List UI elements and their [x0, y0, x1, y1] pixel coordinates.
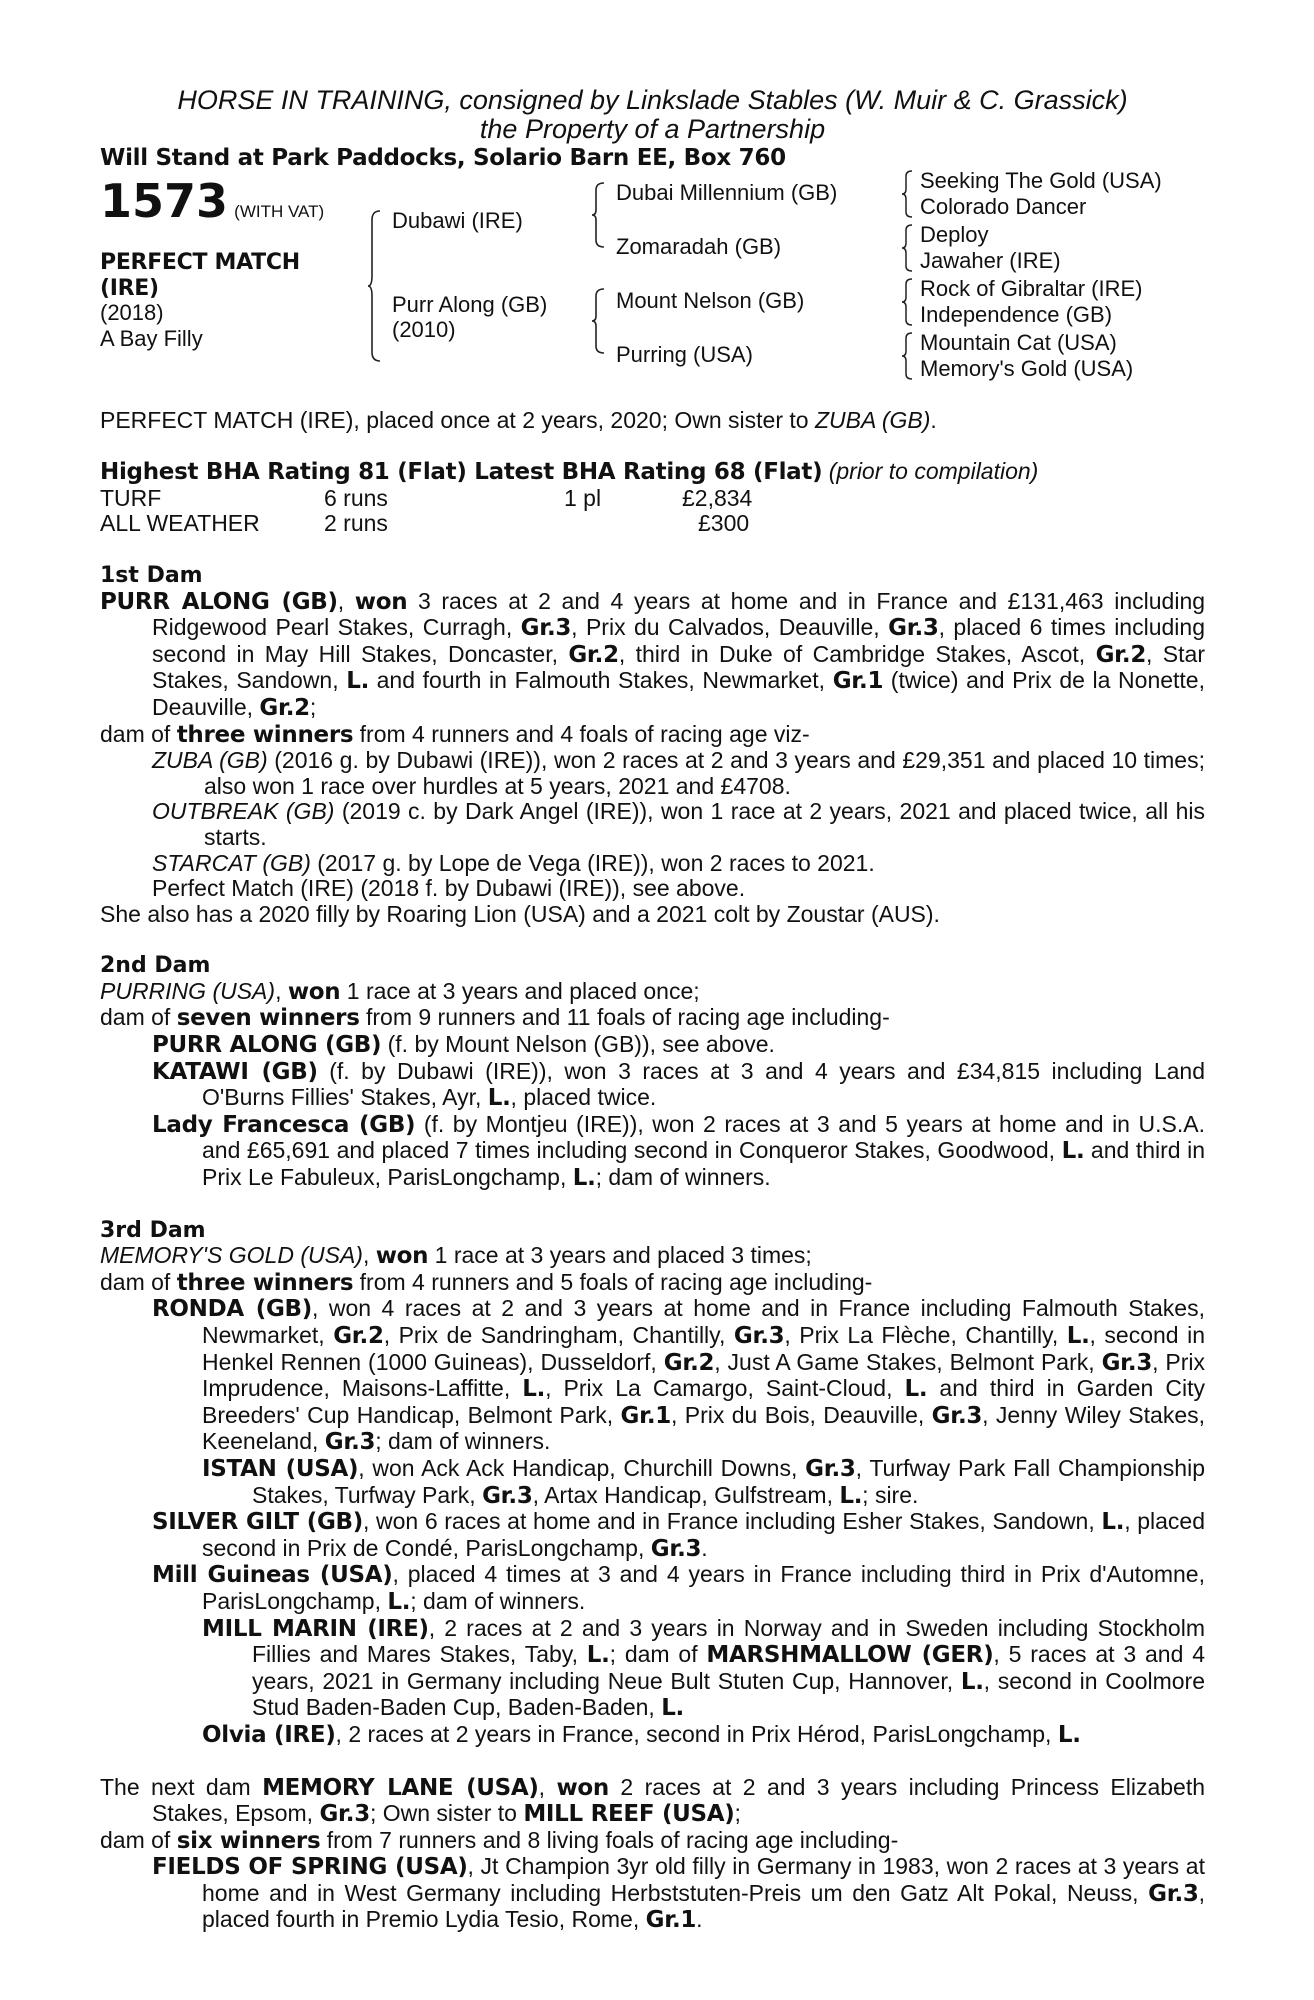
dam-dam-sire: Mountain Cat (USA): [920, 329, 1117, 355]
turf-row: [100, 486, 1205, 512]
second-dam-heading: 2nd Dam: [100, 953, 211, 979]
sire-sire-parents-bracket: [902, 170, 914, 218]
sire-dam: Zomaradah (GB): [616, 233, 782, 259]
property-line: the Property of a Partnership: [479, 114, 826, 144]
produce-ronda: RONDA (GB), won 4 races at 2 and 3 years at home and in France including Falmouth Stakes, Newmarket, Gr.2, Prix de Sandringham, Chantilly, Gr.3, Prix La Flèche, Chantilly, L., second in Henkel Rennen (1000 Guineas), Dusseldorf, Gr.2, Just A Game Stakes, Belmont Park, Gr.3, Prix Imprudence, Maisons-Laffitte, L., Prix La Camargo, Saint-Cloud, L. and third in Garden City Breeders' Cup Handicap, Belmont Park, Gr.1, Prix du Bois, Deauville, Gr.3, Jenny Wiley Stakes, Keeneland, Gr.3; dam of winners.: [152, 1295, 1206, 1456]
dam-parents-bracket: [592, 288, 606, 354]
next-dam-section: [100, 1775, 1205, 1935]
next-dam-record: The next dam MEMORY LANE (USA), won 2 races at 2 and 3 years including Princess Elizabeth Stakes, Epsom, Gr.3; Own sister to MILL REEF (USA);: [100, 1773, 1205, 1828]
second-dam-section: [100, 953, 1205, 1191]
rating-headline: [100, 459, 1205, 486]
produce-mill-marin: MILL MARIN (IRE), 2 races at 2 and 3 years in Norway and in Sweden including Stockholm Fillies and Mares Stakes, Taby, L.; dam of MARSHMALLOW (GER), 5 races at 3 and 4 years, 2021 in Germany including Neue Bult Stuten Cup, Hannover, L., second in Coolmore Stud Baden-Baden Cup, Baden-Baden, L.: [202, 1614, 1206, 1722]
first-dam-produce-summary: dam of three winners from 4 runners and 4 foals of racing age viz-: [100, 720, 810, 748]
produce-silver-gilt: SILVER GILT (GB), won 6 races at home and in France including Esher Stakes, Sandown, L., placed second in Prix de Condé, ParisLongchamp, Gr.3.: [152, 1508, 1205, 1562]
produce-lady-francesca: Lady Francesca (GB) (f. by Montjeu (IRE)), won 2 races at 3 and 5 years at home and in U.S.A. and £65,691 and placed 7 times including second in Conqueror Stakes, Goodwood, L. and third in Prix Le Fabuleux, ParisLongchamp, L.; dam of winners.: [152, 1110, 1205, 1192]
sire-dam-dam: Jawaher (IRE): [920, 247, 1061, 273]
summary-text: PERFECT MATCH (IRE), placed once at 2 years, 2020; Own sister to: [100, 406, 815, 433]
third-dam-record: MEMORY'S GOLD (USA), won 1 race at 3 years and placed 3 times;: [100, 1242, 812, 1270]
dam-horse-name: PURR ALONG (GB): [100, 588, 338, 615]
race-summary: [100, 408, 1205, 434]
sire-sire-dam: Colorado Dancer: [920, 193, 1087, 219]
ratings-block: [100, 459, 1205, 537]
produce-zuba: ZUBA (GB) (2016 g. by Dubawi (IRE)), won 2 races at 2 and 3 years and £29,351 and placed 10 times; also won 1 race over hurdles at 5 years, 2021 and £4708.: [152, 747, 1205, 799]
sire-sire: Dubai Millennium (GB): [616, 179, 838, 205]
produce-outbreak: OUTBREAK (GB) (2019 c. by Dark Angel (IRE)), won 1 race at 2 years, 2021 and placed twice, all his starts.: [152, 798, 1205, 850]
sire-sire-sire: Seeking The Gold (USA): [920, 167, 1162, 193]
horse-name-line2: (IRE): [100, 275, 159, 301]
dam-dam: Purring (USA): [616, 341, 753, 367]
next-dam-produce-summary: dam of six winners from 7 runners and 8 living foals of racing age including-: [100, 1826, 899, 1854]
dam-dam-parents-bracket: [902, 332, 914, 380]
summary-sibling: ZUBA (GB): [814, 406, 931, 433]
pedigree-table: [100, 167, 1205, 398]
produce-olvia: Olvia (IRE), 2 races at 2 years in France, second in Prix Hérod, ParisLongchamp, L.: [202, 1720, 1081, 1748]
stand-location: Will Stand at Park Paddocks, Solario Barn EE, Box 760: [100, 145, 786, 171]
first-dam-heading: 1st Dam: [100, 562, 203, 588]
produce-istan: ISTAN (USA), won Ack Ack Handicap, Churchill Downs, Gr.3, Turfway Park Fall Championship Stakes, Turfway Park, Gr.3, Artax Handicap, Gulfstream, L.; sire.: [202, 1454, 1205, 1509]
sire-dam-parents-bracket: [902, 224, 914, 272]
dam-sire: Mount Nelson (GB): [616, 287, 805, 313]
dam-name: Purr Along (GB): [392, 291, 548, 317]
rating-note: (prior to compilation): [828, 458, 1039, 485]
first-dam-also: She also has a 2020 filly by Roaring Lion (USA) and a 2021 colt by Zoustar (AUS).: [100, 900, 940, 927]
turf-runs: 6 runs: [324, 484, 388, 511]
third-dam-produce-summary: dam of three winners from 4 runners and 5 foals of racing age including-: [100, 1268, 873, 1296]
produce-katawi: KATAWI (GB) (f. by Dubawi (IRE)), won 3 races at 3 and 4 years and £34,815 including Land O'Burns Fillies' Stakes, Ayr, L., placed twice.: [152, 1057, 1206, 1112]
all-weather-runs: 2 runs: [324, 510, 388, 537]
consignor-line: HORSE IN TRAINING, consigned by Linkslade Stables (W. Muir & C. Grassick): [177, 85, 1128, 115]
dam-dam-dam: Memory's Gold (USA): [920, 355, 1134, 381]
produce-mill-guineas: Mill Guineas (USA), placed 4 times at 3 and 4 years in France including third in Prix d'Automne, ParisLongchamp, L.; dam of winners.: [152, 1561, 1205, 1615]
dam-sire-dam: Independence (GB): [920, 301, 1113, 327]
all-weather-prize: £300: [698, 510, 750, 537]
rating-text: Highest BHA Rating 81 (Flat) Latest BHA Rating 68 (Flat): [100, 459, 823, 486]
all-weather-label: ALL WEATHER: [100, 510, 260, 537]
produce-purr-along: PURR ALONG (GB) (f. by Mount Nelson (GB)), see above.: [152, 1031, 775, 1059]
summary-end: .: [930, 406, 937, 433]
third-dam-heading: 3rd Dam: [100, 1217, 206, 1243]
lot-number-line: [100, 173, 325, 228]
dam-sire-sire: Rock of Gibraltar (IRE): [920, 275, 1143, 301]
second-dam-record: PURRING (USA), won 1 race at 3 years and placed once;: [100, 977, 700, 1005]
all-weather-row: [100, 511, 1205, 537]
vat-label: (WITH VAT): [234, 201, 325, 221]
first-dam-record: PURR ALONG (GB), won 3 races at 2 and 4 years at home and in France and £131,463 including Ridgewood Pearl Stakes, Curragh, Gr.3, Prix du Calvados, Deauville, Gr.3, placed 6 times including second in May Hill Stakes, Doncaster, Gr.2, third in Duke of Cambridge Stakes, Ascot, Gr.2, Star Stakes, Sandown, L. and fourth in Falmouth Stakes, Newmarket, Gr.1 (twice) and Prix de la Nonette, Deauville, Gr.2;: [100, 587, 1206, 721]
catalogue-page: [100, 86, 1205, 1934]
horse-name-line1: PERFECT MATCH: [100, 249, 300, 275]
dam-sire-parents-bracket: [902, 278, 914, 326]
lot-number: 1573: [100, 173, 229, 228]
sire-name: Dubawi (IRE): [392, 207, 523, 233]
produce-starcat: STARCAT (GB) (2017 g. by Lope de Vega (IRE)), won 2 races to 2021.: [152, 849, 875, 876]
third-dam-section: [100, 1218, 1205, 1749]
turf-placed: 1 pl: [564, 484, 602, 511]
turf-prize: £2,834: [682, 484, 753, 511]
horse-year: (2018): [100, 299, 164, 325]
sire-parents-bracket: [592, 182, 606, 248]
second-dam-produce-summary: dam of seven winners from 9 runners and 11 foals of racing age including-: [100, 1004, 890, 1032]
produce-fields-of-spring: FIELDS OF SPRING (USA), Jt Champion 3yr old filly in Germany in 1983, won 2 races at 3 years at home and in West Germany including Herbststuten-Preis um den Gatz Alt Pokal, Neuss, Gr.3, placed fourth in Premio Lydia Tesio, Rome, Gr.1.: [152, 1853, 1205, 1934]
sire-dam-bracket: [368, 210, 382, 362]
produce-perfect-match: Perfect Match (IRE) (2018 f. by Dubawi (IRE)), see above.: [152, 875, 746, 902]
first-dam-section: [100, 563, 1205, 927]
horse-description: A Bay Filly: [100, 325, 203, 351]
sire-dam-sire: Deploy: [920, 221, 989, 247]
won-label: won: [354, 588, 408, 615]
dam-year: (2010): [392, 316, 456, 342]
turf-label: TURF: [100, 484, 162, 511]
